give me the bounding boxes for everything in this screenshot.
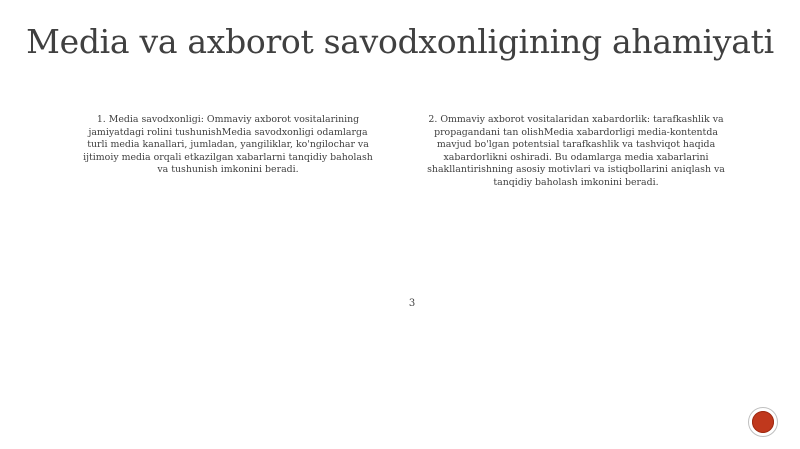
- page-number: 3: [408, 298, 416, 309]
- text-column-1: 1. Media savodxonligi: Ommaviy axborot vositalarining jamiyatdagi rolini tushunishMedia savodxonligi odamlarga turli media kanallari, jumladan, yangiliklar, ko'ngilochar va ijtimoiy media orqali etkazilgan xabarlarni tanqidiy baholash va tushunish imkonini beradi.: [83, 114, 373, 176]
- text-column-2: 2. Ommaviy axborot vositalaridan xabardorlik: tarafkashlik va propagandani tan olishMedia xabardorligi media-kontentda mavjud bo'lgan potentsial tarafkashlik va tashviqot haqida xabardorlikni oshiradi. Bu odamlarga media xabarlarini shakllantirishning asosiy motivlari va istiqbollarini aniqlash va tanqidiy baholash imkonini beradi.: [427, 114, 725, 188]
- red-circle-icon[interactable]: [748, 407, 778, 437]
- slide-title: Media va axborot savodxonligining ahamiyati: [26, 22, 774, 61]
- red-circle-inner: [752, 411, 774, 433]
